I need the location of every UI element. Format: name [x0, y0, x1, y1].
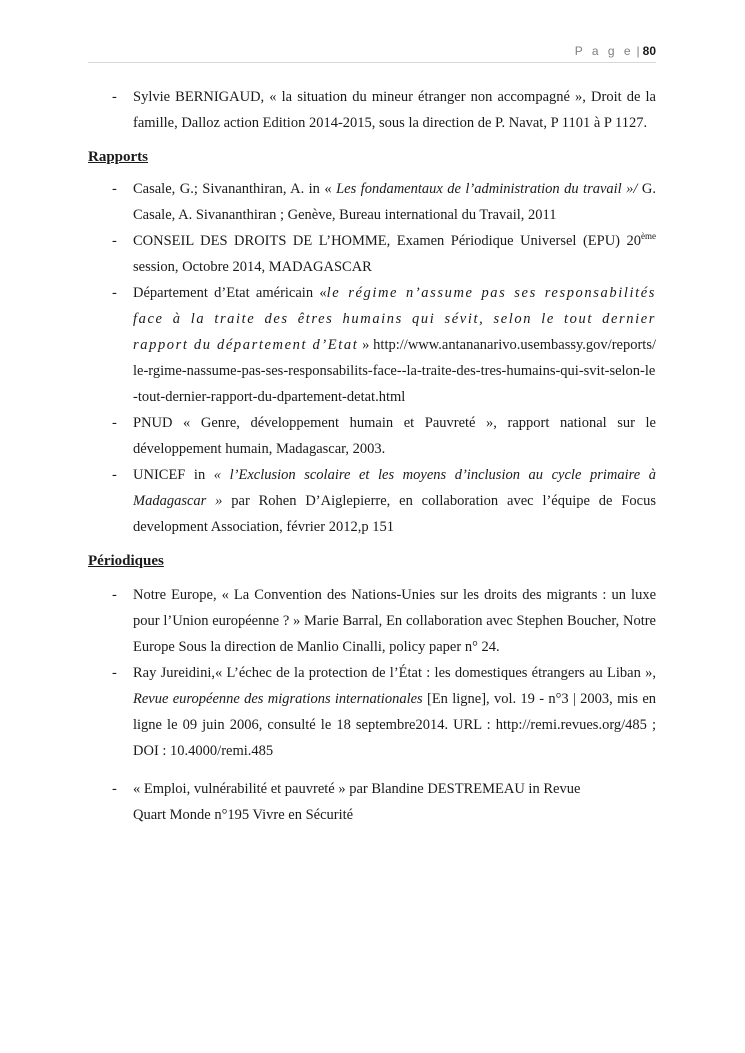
- entry-text: Département d’Etat américain «: [133, 285, 327, 301]
- entry-text: CONSEIL DES DROITS DE L’HOMME, Examen Périodique Universel (EPU) 20: [133, 233, 641, 249]
- entry-title: « l’Exclusion scolaire et les moyens d’inclusion au cycle primaire à Madagascar »: [133, 467, 656, 509]
- rapports-list: [88, 176, 656, 540]
- entry-text: G. Casale, A. Sivananthiran ; Genève, Bureau international du Travail, 2011: [133, 181, 656, 223]
- list-item: [88, 280, 656, 410]
- entry-title: Revue européenne des migrations internationales: [133, 691, 423, 707]
- page-label: P a g e: [574, 44, 634, 58]
- list-item: [88, 228, 656, 280]
- list-item: [88, 410, 656, 462]
- bullet-dash: -: [112, 665, 117, 681]
- section-heading-rapports: Rapports: [88, 149, 149, 165]
- top-entry-list: [88, 84, 656, 136]
- section-heading-periodiques: Périodiques: [88, 553, 164, 569]
- list-item: [88, 660, 656, 764]
- entry-text: Sylvie BERNIGAUD, « la situation du mineur étranger non accompagné », Droit de la famille, Dalloz action Edition 2014-2015, sous la direction de P. Navat, P 1101 à P 1127.: [133, 89, 656, 131]
- list-item: [88, 84, 656, 136]
- bullet-dash: -: [112, 781, 117, 797]
- bullet-dash: -: [112, 233, 117, 249]
- bullet-dash: -: [112, 467, 117, 483]
- entry-title: Les fondamentaux de l’administration du travail »/: [331, 181, 638, 197]
- entry-text: Casale, G.; Sivananthiran, A. in «: [133, 181, 332, 197]
- bullet-dash: -: [112, 285, 117, 301]
- entry-text: » http://www.antananarivo.usembassy.gov/reports/le-rgime-nassume-pas-ses-responsabilits-face--la-traite-des-tres-humains-qui-svit-selon-le-tout-dernier-rapport-du-dpartement-detat.html: [133, 337, 656, 405]
- bullet-dash: -: [112, 89, 117, 105]
- bullet-dash: -: [112, 181, 117, 197]
- entry-title: le régime n’assume pas ses responsabilités face à la traite des êtres humains qui sévit, selon le tout dernier rapport du département d’Etat: [133, 285, 656, 353]
- list-item: [88, 582, 656, 660]
- bibliography-content: [88, 84, 656, 828]
- list-item: [88, 176, 656, 228]
- entry-text: par Rohen D’Aiglepierre, en collaboration avec l’équipe de Focus development Association, février 2012,p 151: [133, 493, 656, 535]
- entry-text: Quart Monde n°195 Vivre en Sécurité: [133, 807, 354, 823]
- page-separator: |: [636, 44, 640, 58]
- entry-text: Ray Jureidini,« L’échec de la protection de l’État : les domestiques étrangers au Liban »,: [133, 665, 656, 681]
- entry-text: PNUD « Genre, développement humain et Pauvreté », rapport national sur le développement humain, Madagascar, 2003.: [133, 415, 656, 457]
- periodiques-list: [88, 582, 656, 828]
- entry-text: [En ligne], vol. 19 - n°3 | 2003, mis en ligne le 09 juin 2006, consulté le 18 septembre2014. URL : http://remi.revues.org/485 ; DOI : 10.4000/remi.485: [133, 691, 657, 759]
- bullet-dash: -: [112, 415, 117, 431]
- bullet-dash: -: [112, 587, 117, 603]
- superscript: ème: [641, 231, 656, 242]
- list-item: [88, 776, 656, 828]
- page-header: [88, 44, 656, 63]
- entry-text: UNICEF in: [133, 467, 206, 483]
- list-item: [88, 462, 656, 540]
- entry-text: Notre Europe, « La Convention des Nations-Unies sur les droits des migrants : un luxe pour l’Union européenne ? » Marie Barral, En collaboration avec Stephen Boucher, Notre Europe Sous la direction de Manlio Cinalli, policy paper n° 24.: [133, 587, 656, 655]
- page-number: 80: [642, 44, 656, 58]
- entry-text: session, Octobre 2014, MADAGASCAR: [133, 259, 372, 275]
- entry-text: « Emploi, vulnérabilité et pauvreté » par Blandine DESTREMEAU in Revue: [133, 781, 581, 797]
